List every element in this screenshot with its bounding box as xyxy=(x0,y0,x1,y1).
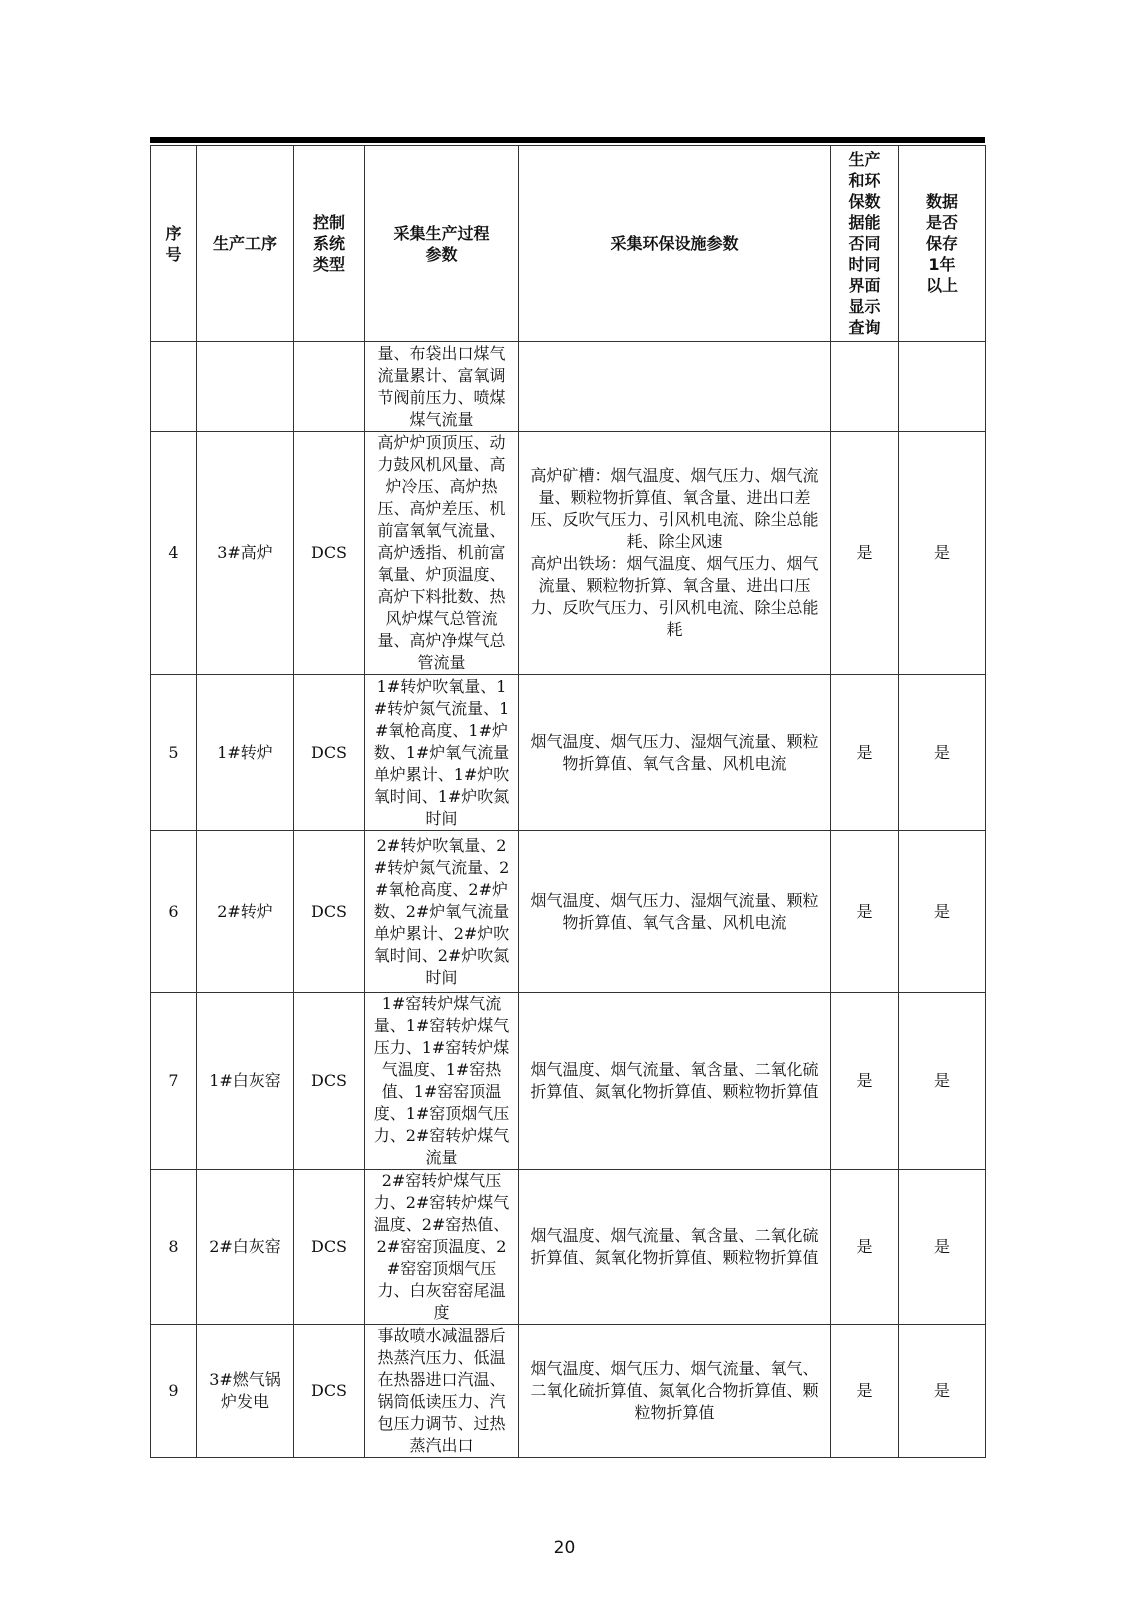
cell-env-params xyxy=(519,342,831,432)
header-process-params: 采集生产过程 参数 xyxy=(365,146,519,342)
cell-process-params: 2#转炉吹氧量、2#转炉氮气流量、2#氧枪高度、2#炉数、2#炉氧气流量单炉累计、2#炉吹氧时间、2#炉吹氮时间 xyxy=(365,831,519,993)
cell-process-params: 1#窑转炉煤气流量、1#窑转炉煤气压力、1#窑转炉煤气温度、1#窑热值、1#窑窑顶温度、1#窑顶烟气压力、2#窑转炉煤气流量 xyxy=(365,993,519,1170)
cell-same-interface: 是 xyxy=(831,831,899,993)
table-row xyxy=(151,993,986,1170)
cell-seq: 6 xyxy=(151,831,197,993)
cell-control: DCS xyxy=(294,432,365,675)
cell-stage: 1#转炉 xyxy=(197,675,294,831)
page-number: 20 xyxy=(553,1538,576,1558)
cell-control: DCS xyxy=(294,993,365,1170)
cell-saved: 是 xyxy=(899,1170,986,1325)
cell-env-params: 烟气温度、烟气压力、湿烟气流量、颗粒物折算值、氧气含量、风机电流 xyxy=(519,675,831,831)
table-row xyxy=(151,831,986,993)
cell-stage: 3#燃气锅炉发电 xyxy=(197,1325,294,1458)
cell-seq: 4 xyxy=(151,432,197,675)
table-row xyxy=(151,342,986,432)
header-stage: 生产工序 xyxy=(197,146,294,342)
cell-seq: 8 xyxy=(151,1170,197,1325)
cell-same-interface: 是 xyxy=(831,1170,899,1325)
cell-stage: 2#白灰窑 xyxy=(197,1170,294,1325)
header-control-system: 控制 系统 类型 xyxy=(294,146,365,342)
table-row xyxy=(151,432,986,675)
cell-control: DCS xyxy=(294,1325,365,1458)
cell-same-interface xyxy=(831,342,899,432)
header-row xyxy=(151,146,986,342)
cell-stage: 2#转炉 xyxy=(197,831,294,993)
cell-env-params: 烟气温度、烟气压力、烟气流量、氧气、二氧化硫折算值、氮氧化合物折算值、颗粒物折算值 xyxy=(519,1325,831,1458)
cell-saved: 是 xyxy=(899,675,986,831)
cell-control: DCS xyxy=(294,675,365,831)
cell-control: DCS xyxy=(294,1170,365,1325)
cell-saved: 是 xyxy=(899,993,986,1170)
cell-seq: 5 xyxy=(151,675,197,831)
cell-seq: 7 xyxy=(151,993,197,1170)
header-saved-one-year: 数据 是否 保存 1年 以上 xyxy=(899,146,986,342)
cell-saved xyxy=(899,342,986,432)
cell-env-params: 高炉矿槽：烟气温度、烟气压力、烟气流量、颗粒物折算值、氧含量、进出口差压、反吹气压力、引风机电流、除尘总能耗、除尘风速 高炉出铁场：烟气温度、烟气压力、烟气流量、颗粒物折算、氧含量、进出口压力、反吹气压力、引风机电流、除尘总能耗 xyxy=(519,432,831,675)
cell-stage: 1#白灰窑 xyxy=(197,993,294,1170)
data-table xyxy=(150,145,986,1458)
cell-env-params: 烟气温度、烟气流量、氧含量、二氧化硫折算值、氮氧化物折算值、颗粒物折算值 xyxy=(519,1170,831,1325)
table-row xyxy=(151,1170,986,1325)
cell-seq xyxy=(151,342,197,432)
cell-process-params: 高炉炉顶顶压、动力鼓风机风量、高炉冷压、高炉热压、高炉差压、机前富氧氧气流量、高炉透指、机前富氧量、炉顶温度、高炉下料批数、热风炉煤气总管流量、高炉净煤气总管流量 xyxy=(365,432,519,675)
cell-process-params: 量、布袋出口煤气流量累计、富氧调节阀前压力、喷煤煤气流量 xyxy=(365,342,519,432)
table-row xyxy=(151,675,986,831)
table-row xyxy=(151,1325,986,1458)
cell-process-params: 2#窑转炉煤气压力、2#窑转炉煤气温度、2#窑热值、2#窑窑顶温度、2#窑窑顶烟气压力、白灰窑窑尾温度 xyxy=(365,1170,519,1325)
header-env-params: 采集环保设施参数 xyxy=(519,146,831,342)
header-same-interface: 生产 和环 保数 据能 否同 时同 界面 显示 查询 xyxy=(831,146,899,342)
cell-stage xyxy=(197,342,294,432)
cell-seq: 9 xyxy=(151,1325,197,1458)
cell-saved: 是 xyxy=(899,432,986,675)
cell-process-params: 1#转炉吹氧量、1#转炉氮气流量、1#氧枪高度、1#炉数、1#炉氧气流量单炉累计、1#炉吹氧时间、1#炉吹氮时间 xyxy=(365,675,519,831)
cell-saved: 是 xyxy=(899,831,986,993)
cell-process-params: 事故喷水减温器后热蒸汽压力、低温在热器进口汽温、锅筒低读压力、汽包压力调节、过热蒸汽出口 xyxy=(365,1325,519,1458)
cell-same-interface: 是 xyxy=(831,1325,899,1458)
cell-control: DCS xyxy=(294,831,365,993)
cell-saved: 是 xyxy=(899,1325,986,1458)
table-top-rule xyxy=(150,137,985,143)
cell-env-params: 烟气温度、烟气压力、湿烟气流量、颗粒物折算值、氧气含量、风机电流 xyxy=(519,831,831,993)
header-seq: 序 号 xyxy=(151,146,197,342)
cell-stage: 3#高炉 xyxy=(197,432,294,675)
cell-same-interface: 是 xyxy=(831,675,899,831)
cell-same-interface: 是 xyxy=(831,432,899,675)
cell-control xyxy=(294,342,365,432)
cell-env-params: 烟气温度、烟气流量、氧含量、二氧化硫折算值、氮氧化物折算值、颗粒物折算值 xyxy=(519,993,831,1170)
cell-same-interface: 是 xyxy=(831,993,899,1170)
